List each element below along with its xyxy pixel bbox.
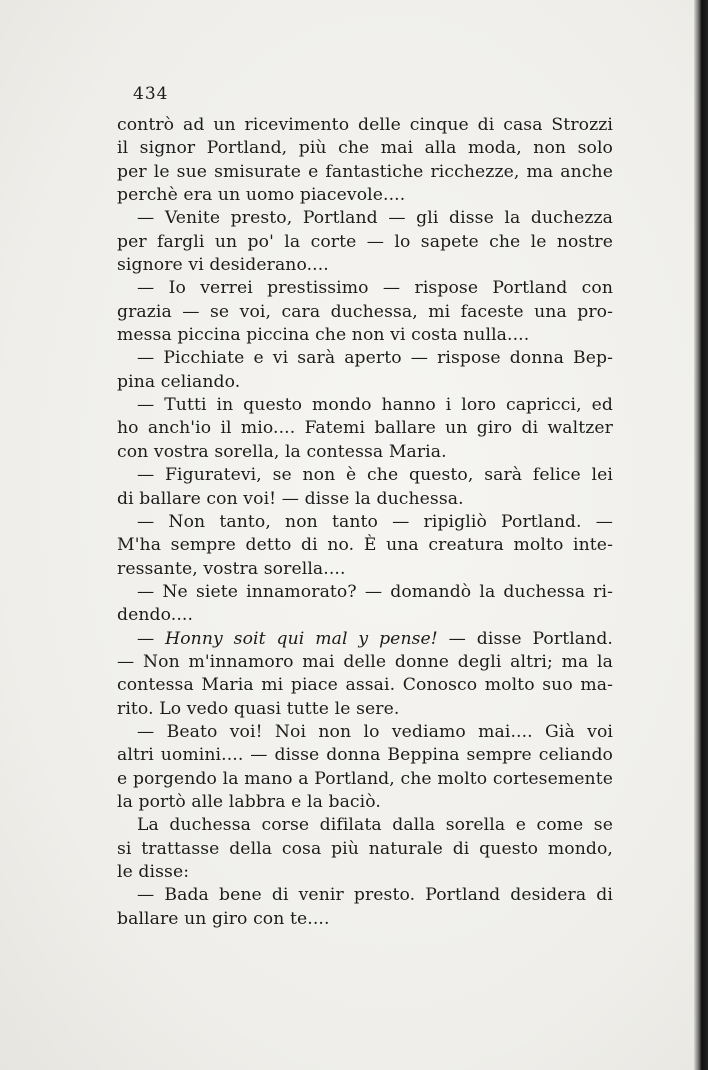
text-line: ressante, vostra sorella.... [117,558,346,579]
text-line: signore vi desiderano.... [117,255,329,276]
text-line: per fargli un po' la corte — lo sapete che le nostre [117,231,613,252]
text-line: M'ha sempre detto di no. È una creatura molto inte- [117,535,613,556]
text-line: messa piccina piccina che non vi costa nulla.... [117,325,530,346]
text-line: pina celiando. [117,371,241,392]
text-line: dendo.... [117,605,194,626]
line-suffix: — disse Portland. [437,628,613,649]
text-line: e porgendo la mano a Portland, che molto cortesemente [117,768,613,789]
text-line: perchè era un uomo piacevole.... [117,185,406,206]
italic-phrase: Honny soit qui mal y pense! [165,628,438,649]
text-line: — Picchiate e vi sarà aperto — rispose donna Bep- [137,348,613,369]
text-line: — Non m'innamoro mai delle donne degli altri; ma la [117,651,613,672]
text-line: ballare un giro con te.... [117,908,330,929]
text-line: — Non tanto, non tanto — ripigliò Portland. — [137,511,613,532]
text-line: rito. Lo vedo quasi tutte le sere. [117,698,400,719]
text-line: — Figuratevi, se non è che questo, sarà felice lei [137,465,613,486]
text-line: con vostra sorella, la contessa Maria. [117,441,447,462]
text-line: la portò alle labbra e la baciò. [117,791,381,812]
text-line: grazia — se voi, cara duchessa, mi faceste una pro- [117,301,613,322]
text-line: ho anch'io il mio.... Fatemi ballare un giro di waltzer [117,418,613,439]
text-line-italic [117,628,613,651]
text-line: contessa Maria mi piace assai. Conosco molto suo ma- [117,675,613,696]
text-line: per le sue smisurate e fantastiche ricchezze, ma anche [117,161,613,182]
text-line: le disse: [117,862,190,882]
body-text [117,114,613,931]
text-line: — Bada bene di venir presto. Portland desidera di [137,885,613,906]
text-line: — Beato voi! Noi non lo vediamo mai.... Già voi [137,721,613,742]
text-line: di ballare con voi! — disse la duchessa. [117,488,464,509]
text-line: — Tutti in questo mondo hanno i loro capricci, ed [137,395,613,416]
text-line: — Venite presto, Portland — gli disse la duchezza [137,208,613,229]
page-number: 434 [133,84,169,104]
dash-prefix: — [137,628,166,649]
text-line: — Io verrei prestissimo — rispose Portland con [137,278,613,299]
text-line: — Ne siete innamorato? — domandò la duchessa ri- [137,581,613,602]
text-line: La duchessa corse difilata dalla sorella e come se [137,815,613,836]
text-line: si trattasse della cosa più naturale di questo mondo, [117,838,613,859]
text-line: altri uomini.... — disse donna Beppina sempre celiando [117,745,613,766]
text-line: contrò ad un ricevimento delle cinque di casa Strozzi [117,115,613,135]
binding-edge [694,0,708,1070]
text-line: il signor Portland, più che mai alla moda, non solo [117,138,613,159]
